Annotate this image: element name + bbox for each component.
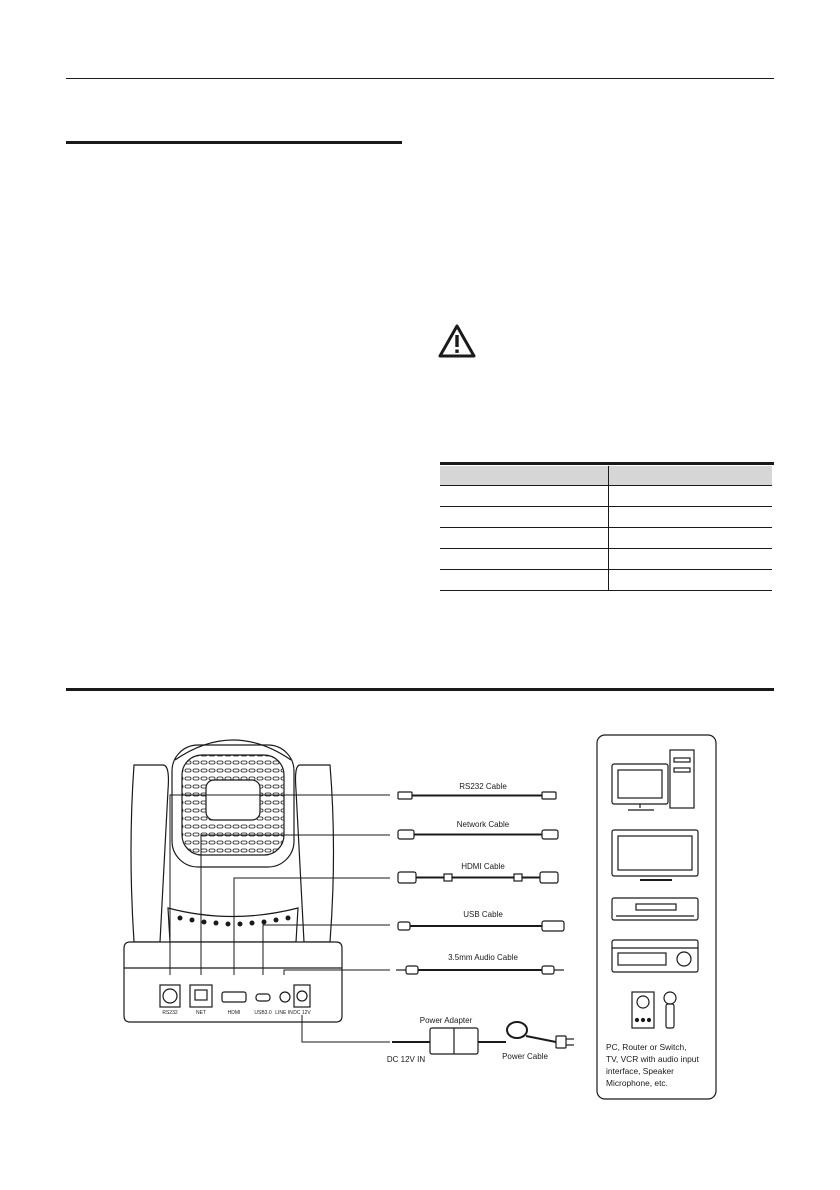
audio-cable bbox=[396, 966, 564, 974]
hdmi-cable-label: HDMI Cable bbox=[461, 862, 505, 871]
camera-illustration bbox=[124, 740, 342, 1022]
network-cable-label: Network Cable bbox=[456, 820, 510, 829]
usb-cable bbox=[398, 921, 564, 931]
vcr-icon bbox=[612, 898, 698, 920]
port-label-line-in: LINE IN bbox=[275, 1010, 293, 1016]
caption-line-3: interface, Speaker bbox=[606, 1066, 674, 1076]
dc-in-label: DC 12V IN bbox=[386, 1055, 426, 1064]
tv-icon bbox=[612, 830, 698, 880]
speaker-icon bbox=[632, 992, 654, 1028]
caption-line-4: Microphone, etc. bbox=[606, 1078, 668, 1088]
port-label-rs232: RS232 bbox=[162, 1010, 178, 1016]
port-label-usb: USB3.0 bbox=[254, 1010, 272, 1016]
audio-cable-label: 3.5mm Audio Cable bbox=[448, 953, 518, 962]
power-adapter bbox=[392, 1022, 574, 1054]
rs232-cable bbox=[398, 792, 556, 799]
hdmi-cable bbox=[398, 872, 558, 883]
cables bbox=[392, 792, 574, 1054]
port-label-net: NET bbox=[196, 1010, 206, 1016]
rs232-cable-label: RS232 Cable bbox=[459, 782, 507, 791]
microphone-icon bbox=[664, 992, 676, 1028]
caption-line-2: TV, VCR with audio input bbox=[606, 1054, 699, 1064]
network-cable bbox=[398, 830, 558, 839]
port-label-hdmi: HDMI bbox=[227, 1010, 241, 1016]
cable-labels bbox=[387, 782, 549, 1064]
port-label-dc: DC 12V bbox=[293, 1010, 311, 1016]
power-adapter-label: Power Adapter bbox=[419, 1016, 473, 1025]
caption-line-1: PC, Router or Switch, bbox=[606, 1042, 687, 1052]
power-cable-label: Power Cable bbox=[502, 1052, 548, 1061]
usb-cable-label: USB Cable bbox=[463, 910, 503, 919]
receiver-icon bbox=[612, 940, 698, 972]
